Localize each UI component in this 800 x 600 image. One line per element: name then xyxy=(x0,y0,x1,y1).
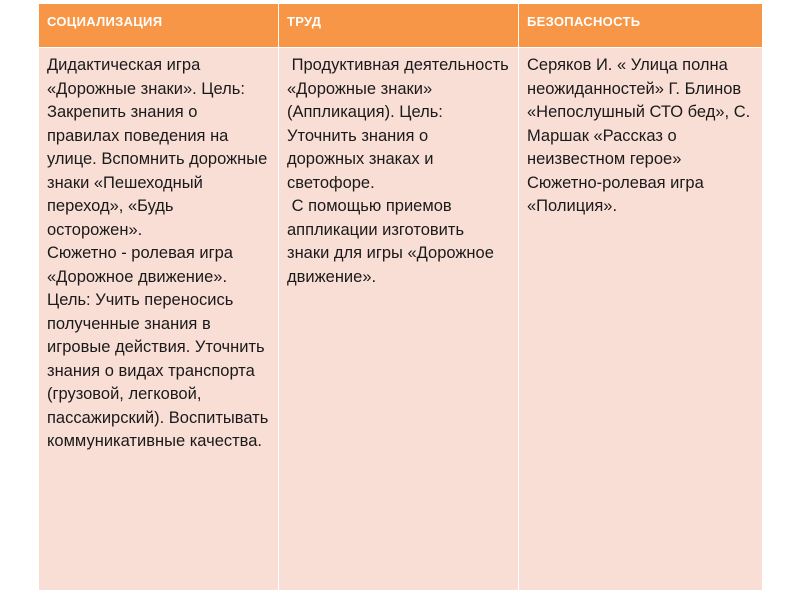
socialization-game-2: Сюжетно - ролевая игра «Дорожное движение». Цель: Учить переносись полученные знания в игровые действия. Уточнить знания о видах транспорта (грузовой, легковой, пассажирский). Воспитывать коммуникативные качества. xyxy=(47,244,269,450)
safety-game: Сюжетно-ролевая игра «Полиция». xyxy=(527,173,704,215)
table-header-row xyxy=(39,4,763,48)
cell-socialization xyxy=(39,48,279,591)
labor-activity: Продуктивная деятельность «Дорожные знаки» (Аппликация). Цель: Уточнить знания о дорожных знаках и светофоре. xyxy=(287,56,514,192)
safety-reading: Серяков И. « Улица полна неожиданностей» Г. Блинов «Непослушный СТО бед», С. Маршак «Рассказ о неизвестном герое» xyxy=(527,56,751,168)
cell-labor xyxy=(279,48,519,591)
table-row xyxy=(39,48,763,591)
header-socialization: СОЦИАЛИЗАЦИЯ xyxy=(39,4,279,48)
header-safety: БЕЗОПАСНОСТЬ xyxy=(519,4,763,48)
labor-method: С помощью приемов аппликации изготовить знаки для игры «Дорожное движение». xyxy=(287,197,499,286)
socialization-game-1: Дидактическая игра «Дорожные знаки». Цель: Закрепить знания о правилах поведения на улице. Вспомнить дорожные знаки «Пешеходный переход», «Будь осторожен». xyxy=(47,56,268,239)
cell-safety xyxy=(519,48,763,591)
header-labor: ТРУД xyxy=(279,4,519,48)
activities-table xyxy=(38,3,763,590)
